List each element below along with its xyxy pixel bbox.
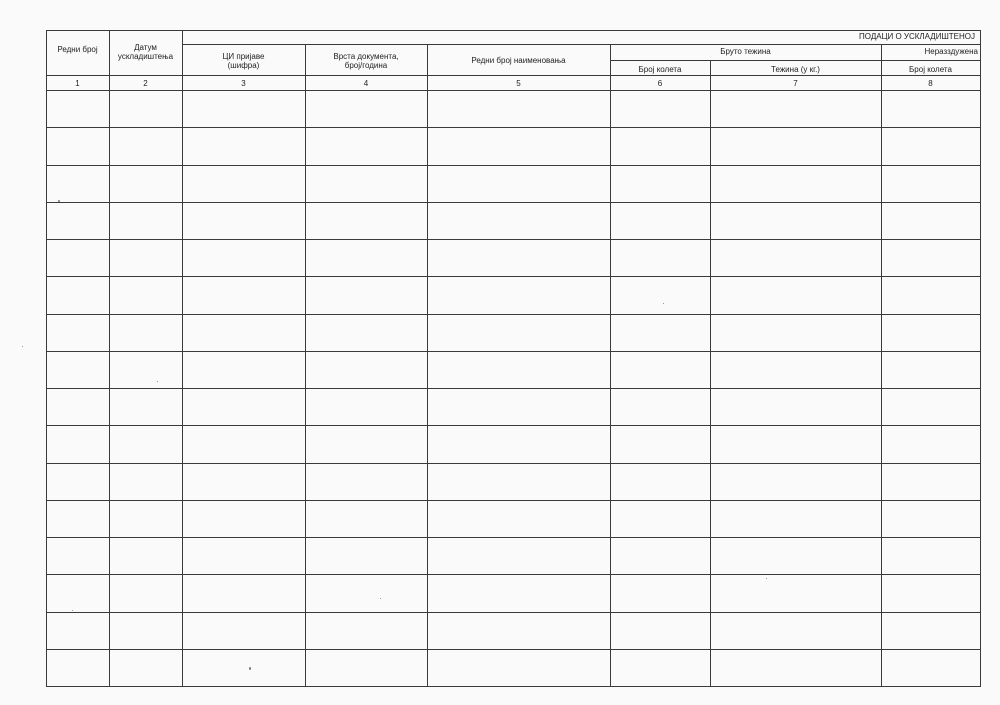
scan-speck — [157, 381, 158, 382]
table-row-divider — [46, 351, 980, 352]
scan-speck — [72, 610, 73, 611]
table-row-divider — [46, 127, 980, 128]
group-gross-weight: Бруто тежина — [720, 47, 771, 56]
column-number: 5 — [516, 79, 521, 88]
column-number: 4 — [363, 79, 369, 88]
table-row-divider — [46, 425, 980, 426]
scan-speck — [249, 667, 251, 670]
column-divider — [305, 44, 306, 686]
header-storage-date-line1: Датум — [134, 43, 157, 52]
column-divider — [427, 44, 428, 686]
scan-speck — [766, 578, 767, 579]
table-row-divider — [46, 574, 980, 575]
table-row-divider — [46, 165, 980, 166]
table-row-divider — [46, 649, 980, 650]
grid-line-right — [980, 30, 981, 686]
grid-line-top — [46, 30, 980, 31]
table-row-divider — [46, 388, 980, 389]
table-row-divider — [46, 500, 980, 501]
table-row-divider — [46, 202, 980, 203]
table-row-divider — [46, 276, 980, 277]
scan-speck — [22, 346, 23, 347]
column-number: 8 — [928, 79, 933, 88]
table-row-divider — [46, 612, 980, 613]
header-document-type-line1: Врста документа, — [333, 52, 399, 61]
column-divider — [710, 60, 711, 686]
column-number: 2 — [143, 79, 148, 88]
grid-line-bottom — [46, 686, 981, 687]
header-ci-declaration-line1: ЦИ пријаве — [222, 52, 265, 61]
table-row-divider — [46, 239, 980, 240]
column-divider — [881, 44, 882, 686]
column-number: 1 — [75, 79, 80, 88]
header-numbers-top — [46, 75, 980, 76]
column-number: 3 — [241, 79, 246, 88]
header-subline — [610, 60, 980, 61]
table-row-divider — [46, 537, 980, 538]
grid-line-left — [46, 30, 47, 686]
header-packages-count: Број колета — [638, 65, 682, 74]
header-weight-kg: Тежина (у кг.) — [771, 65, 820, 74]
header-packages-count-2: Број колета — [909, 65, 952, 74]
header-subline — [182, 44, 980, 45]
column-divider — [109, 30, 110, 686]
header-ci-declaration-line2: (шифра) — [227, 61, 260, 70]
column-number: 7 — [793, 79, 798, 88]
section-title: ПОДАЦИ О УСКЛАДИШТЕНОЈ — [859, 32, 975, 41]
header-numbers-bottom — [46, 90, 980, 91]
scan-speck — [663, 303, 664, 304]
table-row-divider — [46, 463, 980, 464]
column-divider — [182, 30, 183, 686]
header-document-type-line2: број/година — [344, 61, 388, 70]
scan-speck — [380, 598, 381, 599]
table-row-divider — [46, 314, 980, 315]
header-storage-date-line2: ускладиштења — [117, 52, 174, 61]
column-divider — [610, 44, 611, 686]
group-unmerged: Неразздужена — [924, 47, 978, 56]
column-number: 6 — [657, 79, 663, 88]
header-serial-number: Редни број — [57, 45, 98, 54]
header-item-serial: Редни број наименовања — [471, 56, 566, 65]
